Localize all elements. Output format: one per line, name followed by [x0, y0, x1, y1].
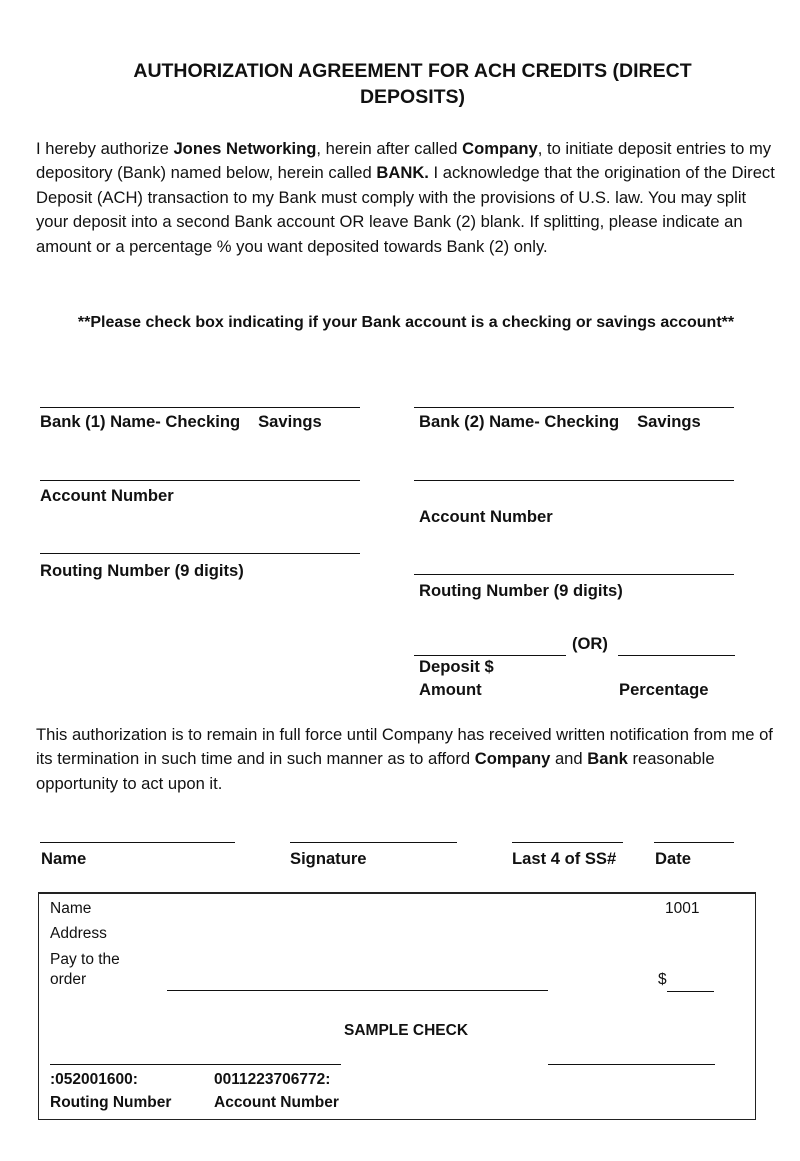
check-number: 1001 — [665, 900, 700, 917]
intro-text-1: I hereby authorize — [36, 139, 174, 158]
authorization-paragraph — [36, 723, 776, 796]
routing-number-value: :052001600: — [50, 1071, 138, 1088]
signature-label: Signature — [290, 849, 367, 868]
bank2-name-label — [419, 412, 701, 432]
sample-check-caption: SAMPLE CHECK — [344, 1022, 469, 1039]
check-payee-line — [167, 990, 548, 991]
check-amount-line — [667, 991, 714, 992]
date-label: Date — [655, 849, 691, 868]
intro-text-3: , to initiate deposit entries to my depository (Bank) named below, herein called — [36, 139, 772, 183]
bank2-routing-line[interactable] — [414, 574, 734, 575]
bank2-account-label: Account Number — [419, 507, 553, 526]
intro-text-2: , herein after called — [316, 139, 463, 158]
check-micr-line — [50, 1064, 341, 1065]
deposit-amount-label-1: Deposit $ — [419, 657, 494, 676]
bank1-account-label: Account Number — [40, 486, 174, 505]
auth-and-word: and — [550, 749, 588, 769]
intro-paragraph — [36, 137, 776, 259]
bank1-checking-label: Bank (1) Name- Checking — [40, 412, 241, 431]
company-name: Jones Networking — [173, 139, 317, 158]
auth-text-2: reasonable opportunity to act upon it. — [36, 749, 715, 793]
sample-check — [38, 892, 756, 1120]
auth-text-1: This authorization is to remain in full force until Company has received written notification from me of its termination in such time and in such manner as to afford — [36, 725, 773, 769]
document-title — [100, 58, 725, 110]
bank1-account-line[interactable] — [40, 480, 360, 481]
account-number-label: Account Number — [214, 1094, 339, 1111]
bank1-routing-line[interactable] — [40, 553, 360, 554]
auth-company-word: Company — [474, 749, 551, 769]
company-word: Company — [462, 139, 538, 158]
check-pay-to-line-1: Pay to the — [50, 951, 120, 968]
bank1-name-line[interactable] — [40, 407, 360, 408]
deposit-amount-line[interactable] — [414, 655, 566, 656]
auth-bank-word: Bank — [587, 749, 628, 769]
check-dollar-sign: $ — [658, 971, 667, 988]
or-label: (OR) — [572, 634, 608, 653]
check-name: Name — [50, 900, 92, 917]
bank-word: BANK. — [376, 163, 429, 183]
check-address: Address — [50, 925, 107, 942]
account-number-value: 0011223706772: — [214, 1071, 331, 1088]
percentage-line[interactable] — [618, 655, 735, 656]
checkbox-note: **Please check box indicating if your Bank account is a checking or savings account** — [77, 314, 735, 331]
intro-text-4: I acknowledge that the origination of the Direct Deposit (ACH) transaction to my Bank must comply with the provisions of U.S. law. You may split your deposit into a second Bank account OR leave Bank (2) blank. If splitting, please indicate an amount or a percentage % you want deposited towards Bank (2) only. — [36, 163, 775, 256]
date-line[interactable] — [654, 842, 734, 843]
bank2-name-line[interactable] — [414, 407, 734, 408]
title-line-2: DEPOSITS) — [359, 86, 466, 108]
bank1-savings-label: Savings — [258, 412, 322, 431]
bank1-routing-label: Routing Number (9 digits) — [40, 561, 244, 580]
bank2-routing-label: Routing Number (9 digits) — [419, 581, 623, 600]
name-label: Name — [41, 849, 87, 868]
signature-line[interactable] — [290, 842, 457, 843]
bank2-savings-label: Savings — [637, 412, 701, 431]
bank2-account-line[interactable] — [414, 480, 734, 481]
bank1-name-label — [40, 412, 322, 432]
title-line-1: AUTHORIZATION AGREEMENT FOR ACH CREDITS (DIRECT — [133, 60, 692, 82]
ssn-label: Last 4 of SS# — [512, 849, 617, 868]
name-line[interactable] — [40, 842, 235, 843]
check-pay-to-line-2: order — [50, 971, 87, 988]
ssn-line[interactable] — [512, 842, 623, 843]
percentage-label: Percentage — [619, 680, 709, 699]
bank2-checking-label: Bank (2) Name- Checking — [419, 412, 620, 431]
check-signature-line — [548, 1064, 715, 1065]
routing-number-label: Routing Number — [50, 1094, 172, 1111]
deposit-amount-label-2: Amount — [419, 680, 482, 699]
